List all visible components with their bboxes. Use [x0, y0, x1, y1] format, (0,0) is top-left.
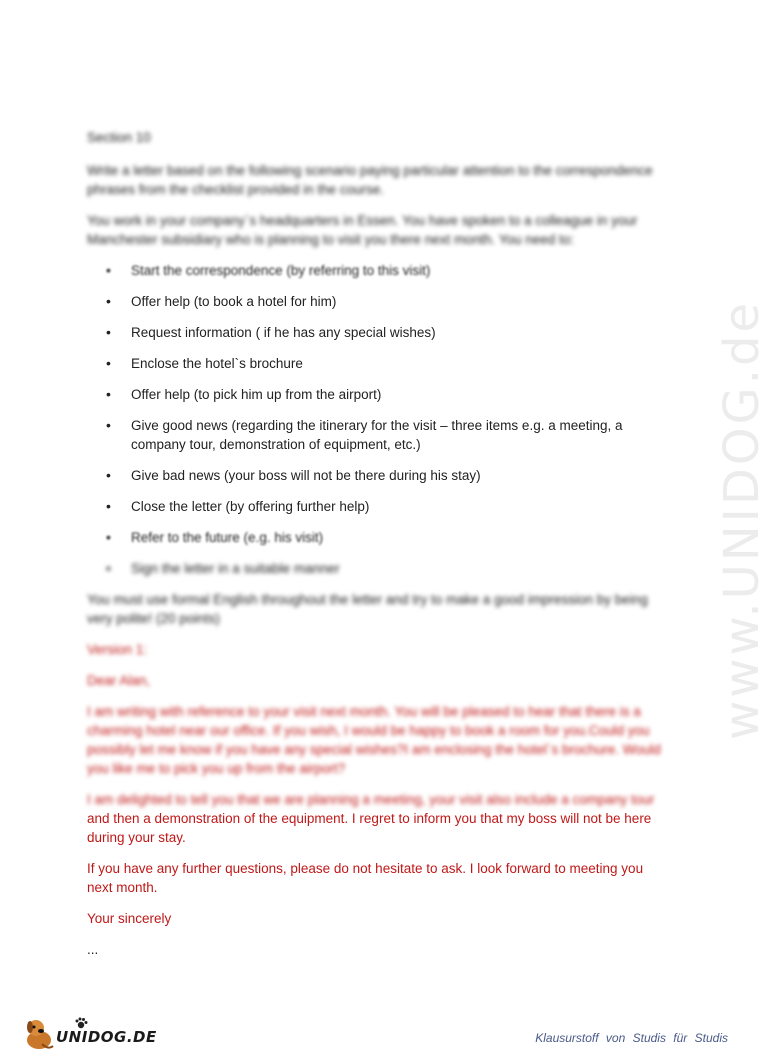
watermark	[668, 280, 770, 740]
letter-paragraph-3: If you have any further questions, please do not hesitate to ask. I look forward to meeting you next month.	[87, 861, 644, 895]
letter-paragraph-2-blurred: I am delighted to tell you that we are planning a meeting, your visit also include a company tour	[87, 792, 655, 807]
letter-salutation: Dear Alan,	[87, 673, 151, 688]
task-list	[87, 261, 662, 578]
letter-ellipsis: ...	[87, 942, 99, 957]
section-title: Section 10	[87, 130, 151, 145]
task-item: • Enclose the hotel`s brochure	[87, 354, 662, 373]
task-item: • Give bad news (your boss will not be there during his stay)	[87, 466, 662, 485]
dog-icon	[22, 1014, 56, 1052]
letter-closing: Your sincerely	[87, 911, 172, 926]
logo-text: UNIDOG.DE	[56, 1028, 157, 1046]
unidog-logo[interactable]	[22, 1014, 162, 1054]
task-item: • Start the correspondence (by referring to this visit)	[87, 261, 662, 280]
letter-paragraph-2-clear: and then a demonstration of the equipment. I regret to inform you that my boss will not be here during your stay.	[87, 811, 652, 845]
watermark-text: www.UNIDOG.de	[714, 299, 770, 740]
letter-paragraph-1: I am writing with reference to your visit next month. You will be pleased to hear that there is a charming hotel near our office. If you wish, I would be happy to book a room for you.Could you possibly let me know if you have any special wishes?I am enclosing the hotel`s brochure. Would you like me to pick you up from the airport?	[87, 704, 661, 776]
version-label: Version 1:	[87, 642, 148, 657]
task-item: • Give good news (regarding the itinerary for the visit – three items e.g. a meeting, a company tour, demonstration of equipment, etc.)	[87, 416, 662, 454]
scenario-text: You work in your company`s headquarters in Essen. You have spoken to a colleague in your Manchester subsidiary who is planning to visit you there next month. You need to:	[87, 213, 638, 247]
footer-tagline: Klausurstoff von Studis für Studis	[535, 1031, 728, 1045]
task-item: • Offer help (to book a hotel for him)	[87, 292, 662, 311]
task-item: • Close the letter (by offering further help)	[87, 497, 662, 516]
document-body	[87, 128, 662, 971]
task-item: • Offer help (to pick him up from the airport)	[87, 385, 662, 404]
closing-instruction: You must use formal English throughout the letter and try to make a good impression by being very polite! (20 points)	[87, 592, 648, 626]
task-item: • Refer to the future (e.g. his visit)	[87, 528, 662, 547]
task-item: • Request information ( if he has any special wishes)	[87, 323, 662, 342]
letter-paragraph-2	[87, 790, 662, 847]
task-item: • Sign the letter in a suitable manner	[87, 559, 662, 578]
instruction-text: Write a letter based on the following scenario paying particular attention to the correspondence phrases from the checklist provided in the course.	[87, 163, 653, 197]
